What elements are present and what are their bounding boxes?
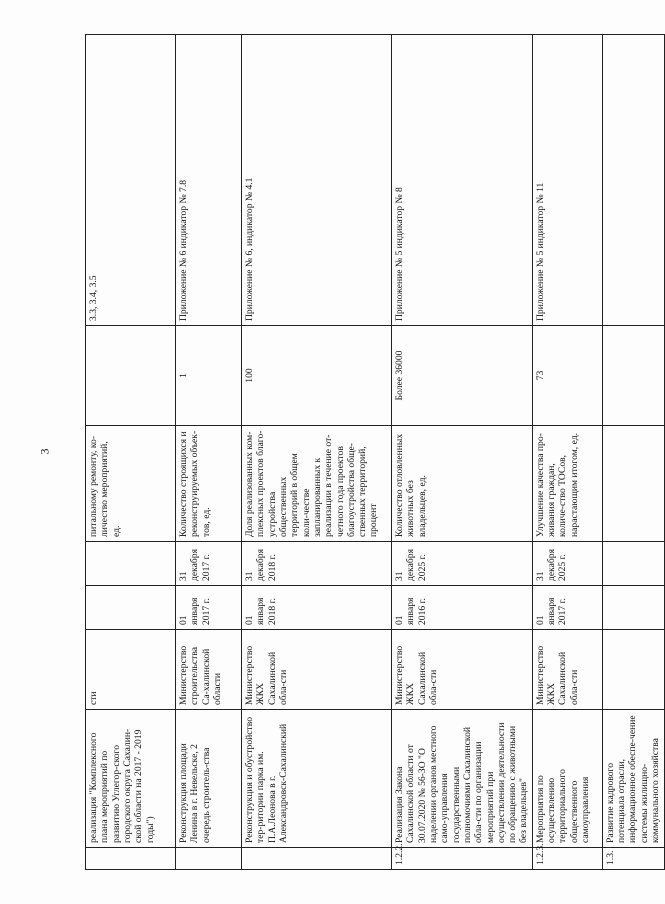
cell-name: Мероприятия по осуществлению территориального общественного самоуправления [532, 710, 602, 848]
cell-executor: Министерство ЖКХ Сахалинской обла-сти [242, 630, 392, 710]
cell-name: Реконструкция и обустройство тер-ритории парка им. П.А.Леонова в г. Александровск-Сахалинский [242, 710, 392, 848]
cell-start: 01 января 2016 г. [392, 586, 533, 630]
cell-executor: Министерство ЖКХ Сахалинской обла-сти [532, 630, 602, 710]
cell-start: 01 января 2018 г. [242, 586, 392, 630]
cell-start: 01 января 2017 г. [532, 586, 602, 630]
cell-start [86, 586, 176, 630]
rotated-table-container [85, 34, 661, 870]
program-measures-table [85, 34, 665, 870]
cell-indicator: Количество отловленных животных без владельцев, ед. [392, 426, 533, 542]
cell-num: 1.3. [602, 848, 664, 870]
cell-name: реализация "Комплексного плана мероприятий по развитию Углегор-ского городского округа Сахалин-ской области на 2017 - 2019 годы") [86, 710, 176, 848]
cell-end [602, 542, 664, 586]
cell-name: Развитие кадрового потенциала отрасли, информационное обеспе-чение системы жилищно-коммунального хозяйства [602, 710, 664, 848]
table-row [602, 35, 664, 870]
cell-value: 100 [242, 326, 392, 426]
cell-value [602, 326, 664, 426]
cell-start [602, 586, 664, 630]
cell-indicator: Улучшение качества про-живания граждан, количе-ство ТОСов, нарастающим итогом, ед. [532, 426, 602, 542]
cell-link: Приложение № 6, индикатор № 4.1 [242, 35, 392, 326]
cell-indicator [602, 426, 664, 542]
cell-value: 73 [532, 326, 602, 426]
table-row [86, 35, 176, 870]
cell-link [602, 35, 664, 326]
table-row [242, 35, 392, 870]
cell-indicator: питальному ремонту, ко-личество мероприятий, ед. [86, 426, 176, 542]
cell-num [242, 848, 392, 870]
cell-num: 1.2.3. [532, 848, 602, 870]
cell-end [86, 542, 176, 586]
cell-link: Приложение № 6 индикатор № 7.8 [176, 35, 242, 326]
page-number: 3 [37, 448, 52, 455]
cell-indicator: Количество строящихся и реконструируемых объек-тов, ед. [176, 426, 242, 542]
cell-executor: Министерство ЖКХ Сахалинской обла-сти [392, 630, 533, 710]
cell-link: Приложение № 5 индикатор № 11 [532, 35, 602, 326]
cell-executor [602, 630, 664, 710]
cell-num [176, 848, 242, 870]
cell-name: Реконструкция площади Ленина в г. Невельске, 2 очередь строитель-ства [176, 710, 242, 848]
cell-end: 31 декабря 2025 г. [532, 542, 602, 586]
cell-executor: Министерство строительства Са-халинской области [176, 630, 242, 710]
table-row [392, 35, 533, 870]
cell-end: 31 декабря 2018 г. [242, 542, 392, 586]
cell-link: Приложение № 5 индикатор № 8 [392, 35, 533, 326]
table-row [532, 35, 602, 870]
cell-num: 1.2.2. [392, 848, 533, 870]
cell-name: Реализация Закона Сахалинской области от 30.07.2020 № 56-ЗО "О наделении органов местного само-управления государственными полномочиями Сахалинской обла-сти по организации мероприятий при осуществлении деятельности по обращению с животными без владельцев" [392, 710, 533, 848]
cell-executor: сти [86, 630, 176, 710]
cell-value [86, 326, 176, 426]
cell-end: 31 декабря 2025 г. [392, 542, 533, 586]
table-row [176, 35, 242, 870]
cell-link: 3.3, 3.4, 3.5 [86, 35, 176, 326]
cell-num [86, 848, 176, 870]
cell-indicator: Доля реализованных ком-плексных проектов благо-устройства общественных территорий в общем коли-честве запланированных к реализации в течение от-четного года проектов благоустройства обще-ственных территорий, процент [242, 426, 392, 542]
cell-value: Более 36000 [392, 326, 533, 426]
cell-end: 31 декабря 2017 г. [176, 542, 242, 586]
cell-start: 01 января 2017 г. [176, 586, 242, 630]
cell-value: 1 [176, 326, 242, 426]
